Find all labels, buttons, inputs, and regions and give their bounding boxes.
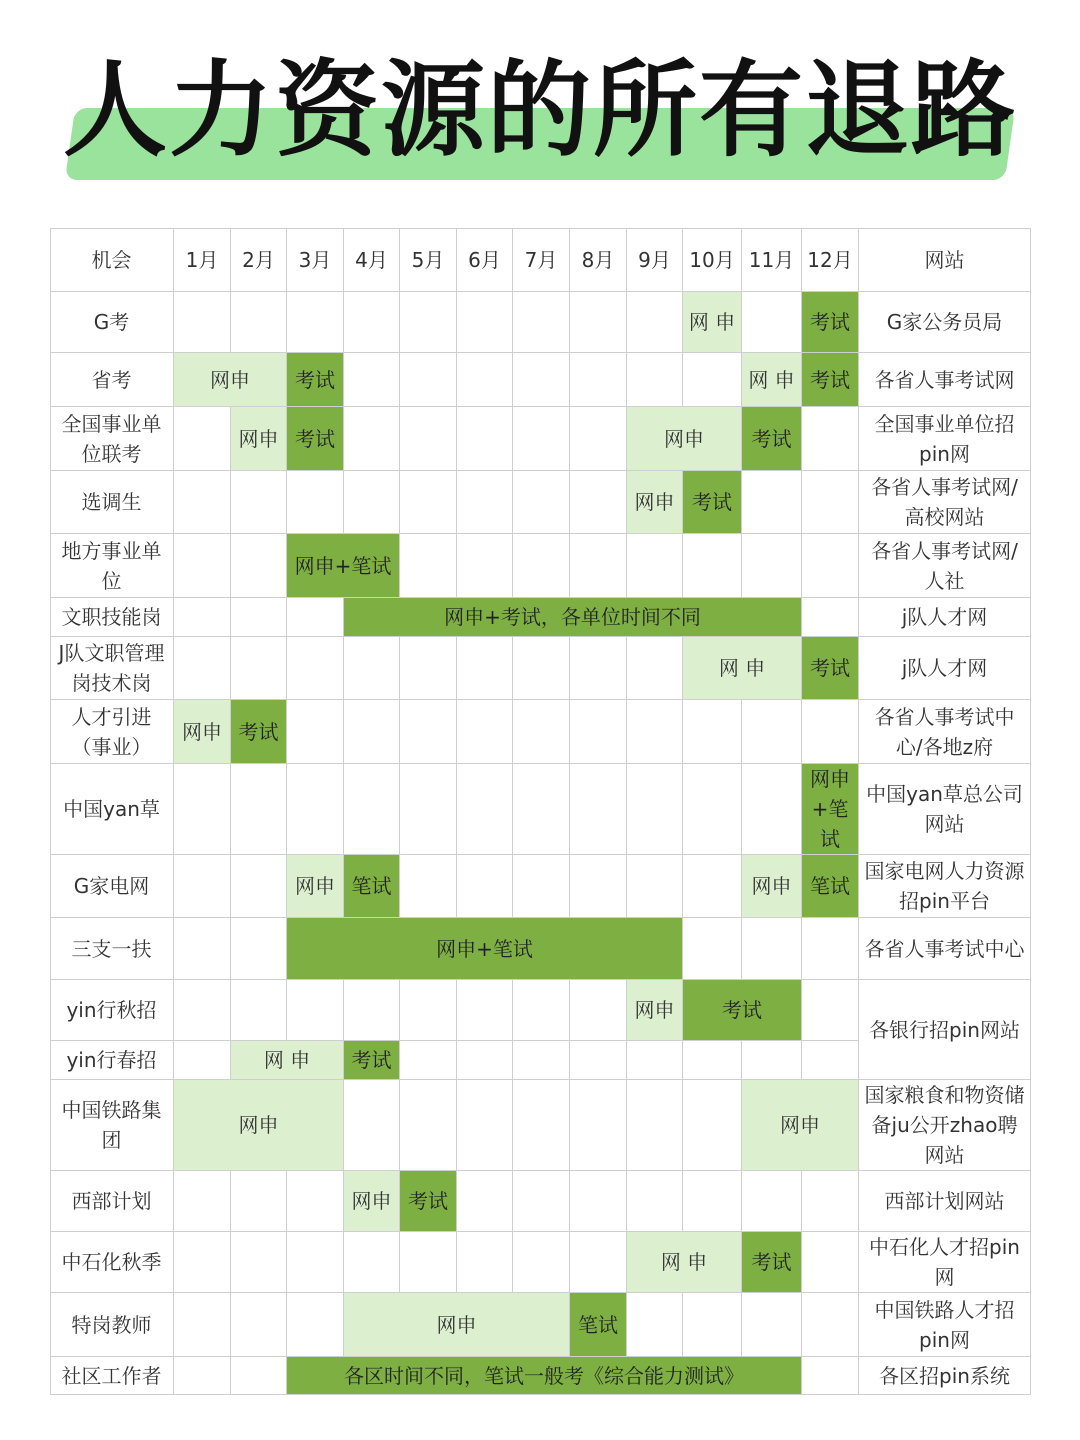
apply-band: 网 申 [683, 292, 742, 353]
empty-cell [627, 1171, 683, 1232]
row-name: J队文职管理岗技术岗 [50, 637, 174, 700]
apply-band: 网 申 [231, 1041, 344, 1080]
empty-cell [627, 855, 683, 918]
row-website: 各省人事考试网/人社 [859, 534, 1031, 598]
empty-cell [231, 292, 287, 353]
empty-cell [344, 353, 400, 407]
row-website: 各省人事考试中心/各地z府 [859, 700, 1031, 764]
empty-cell [344, 700, 400, 764]
exam-band: 考试 [231, 700, 287, 764]
header-month: 8月 [570, 228, 627, 292]
empty-cell [457, 292, 513, 353]
empty-cell [400, 407, 457, 471]
empty-cell [513, 407, 570, 471]
empty-cell [513, 980, 570, 1041]
empty-cell [802, 980, 859, 1041]
empty-cell [802, 534, 859, 598]
empty-cell [400, 353, 457, 407]
empty-cell [513, 1171, 570, 1232]
empty-cell [683, 353, 742, 407]
header-month: 4月 [344, 228, 400, 292]
header-month: 12月 [802, 228, 859, 292]
empty-cell [513, 1041, 570, 1080]
empty-cell [287, 980, 344, 1041]
empty-cell [627, 637, 683, 700]
row-website: 国家粮食和物资储备ju公开zhao聘网站 [859, 1080, 1031, 1171]
row-name: 特岗教师 [50, 1293, 174, 1357]
exam-band: 考试 [683, 980, 802, 1041]
header-month: 1月 [174, 228, 231, 292]
empty-cell [627, 764, 683, 855]
exam-band: 考试 [802, 353, 859, 407]
empty-cell [742, 764, 802, 855]
empty-cell [344, 471, 400, 534]
empty-cell [683, 1080, 742, 1171]
empty-cell [570, 637, 627, 700]
header-month: 7月 [513, 228, 570, 292]
empty-cell [570, 353, 627, 407]
empty-cell [174, 407, 231, 471]
empty-cell [174, 1232, 231, 1293]
exam-band: 考试 [683, 471, 742, 534]
row-name: 社区工作者 [50, 1357, 174, 1395]
empty-cell [231, 637, 287, 700]
empty-cell [513, 1080, 570, 1171]
empty-cell [513, 1232, 570, 1293]
empty-cell [231, 598, 287, 637]
empty-cell [802, 407, 859, 471]
exam-band: 网申+笔试 [287, 534, 400, 598]
exam-band: 考试 [344, 1041, 400, 1080]
exam-band: 考试 [287, 353, 344, 407]
empty-cell [683, 534, 742, 598]
empty-cell [344, 292, 400, 353]
empty-cell [457, 700, 513, 764]
empty-cell [174, 1171, 231, 1232]
empty-cell [627, 1080, 683, 1171]
apply-band: 网申 [742, 855, 802, 918]
empty-cell [570, 471, 627, 534]
empty-cell [742, 1293, 802, 1357]
empty-cell [742, 700, 802, 764]
row-name: 选调生 [50, 471, 174, 534]
row-website: 各区招pin系统 [859, 1357, 1031, 1395]
empty-cell [287, 700, 344, 764]
empty-cell [742, 1041, 802, 1080]
row-name: yin行春招 [50, 1041, 174, 1080]
empty-cell [457, 764, 513, 855]
row-website: 全国事业单位招pin网 [859, 407, 1031, 471]
exam-band: 各区时间不同，笔试一般考《综合能力测试》 [287, 1357, 802, 1395]
empty-cell [570, 1041, 627, 1080]
empty-cell [802, 598, 859, 637]
row-name: 全国事业单位联考 [50, 407, 174, 471]
empty-cell [742, 534, 802, 598]
empty-cell [570, 855, 627, 918]
apply-band: 网申 [627, 407, 742, 471]
empty-cell [627, 1041, 683, 1080]
empty-cell [457, 534, 513, 598]
empty-cell [742, 471, 802, 534]
exam-band: 网申+笔试 [287, 918, 683, 980]
exam-band: 考试 [742, 407, 802, 471]
empty-cell [513, 637, 570, 700]
empty-cell [570, 764, 627, 855]
apply-band: 网申 [627, 471, 683, 534]
empty-cell [742, 918, 802, 980]
row-name: yin行秋招 [50, 980, 174, 1041]
empty-cell [802, 1041, 859, 1080]
exam-band: 笔试 [802, 855, 859, 918]
exam-band: 考试 [287, 407, 344, 471]
empty-cell [683, 1041, 742, 1080]
empty-cell [802, 1171, 859, 1232]
row-name: G考 [50, 292, 174, 353]
apply-band: 网申 [287, 855, 344, 918]
empty-cell [287, 1232, 344, 1293]
empty-cell [570, 292, 627, 353]
empty-cell [802, 1293, 859, 1357]
empty-cell [287, 637, 344, 700]
empty-cell [683, 855, 742, 918]
empty-cell [174, 598, 231, 637]
empty-cell [174, 637, 231, 700]
empty-cell [513, 353, 570, 407]
empty-cell [400, 471, 457, 534]
empty-cell [627, 292, 683, 353]
row-website: 各省人事考试网/高校网站 [859, 471, 1031, 534]
empty-cell [513, 292, 570, 353]
empty-cell [344, 1232, 400, 1293]
header-month: 11月 [742, 228, 802, 292]
empty-cell [570, 980, 627, 1041]
empty-cell [457, 353, 513, 407]
row-name: 西部计划 [50, 1171, 174, 1232]
empty-cell [683, 1171, 742, 1232]
empty-cell [174, 1357, 231, 1395]
row-website: 中国yan草总公司网站 [859, 764, 1031, 855]
empty-cell [570, 1080, 627, 1171]
header-website: 网站 [859, 228, 1031, 292]
empty-cell [344, 980, 400, 1041]
empty-cell [457, 637, 513, 700]
empty-cell [287, 471, 344, 534]
empty-cell [802, 471, 859, 534]
empty-cell [174, 764, 231, 855]
empty-cell [344, 764, 400, 855]
empty-cell [513, 764, 570, 855]
row-name: 中石化秋季 [50, 1232, 174, 1293]
empty-cell [174, 980, 231, 1041]
row-website: G家公务员局 [859, 292, 1031, 353]
empty-cell [231, 471, 287, 534]
empty-cell [174, 292, 231, 353]
empty-cell [457, 1171, 513, 1232]
apply-band: 网申 [174, 353, 287, 407]
empty-cell [287, 764, 344, 855]
empty-cell [570, 700, 627, 764]
empty-cell [231, 918, 287, 980]
apply-band: 网申 [742, 1080, 859, 1171]
header-month: 9月 [627, 228, 683, 292]
row-website: j队人才网 [859, 598, 1031, 637]
row-name: 文职技能岗 [50, 598, 174, 637]
empty-cell [287, 598, 344, 637]
apply-band: 网 申 [627, 1232, 742, 1293]
empty-cell [683, 918, 742, 980]
empty-cell [400, 637, 457, 700]
empty-cell [513, 534, 570, 598]
row-website: 西部计划网站 [859, 1171, 1031, 1232]
empty-cell [344, 1080, 400, 1171]
empty-cell [400, 1232, 457, 1293]
row-name: 三支一扶 [50, 918, 174, 980]
empty-cell [457, 471, 513, 534]
empty-cell [457, 980, 513, 1041]
header-month: 2月 [231, 228, 287, 292]
empty-cell [231, 1293, 287, 1357]
empty-cell [231, 764, 287, 855]
header-opportunity: 机会 [50, 228, 174, 292]
row-website: 国家电网人力资源招pin平台 [859, 855, 1031, 918]
exam-band: 考试 [400, 1171, 457, 1232]
exam-band: 笔试 [570, 1293, 627, 1357]
empty-cell [742, 292, 802, 353]
empty-cell [231, 1357, 287, 1395]
empty-cell [174, 471, 231, 534]
row-name: 省考 [50, 353, 174, 407]
empty-cell [400, 855, 457, 918]
apply-band: 网申 [627, 980, 683, 1041]
empty-cell [627, 1293, 683, 1357]
empty-cell [570, 534, 627, 598]
empty-cell [570, 407, 627, 471]
row-name: 人才引进（事业） [50, 700, 174, 764]
exam-band: 笔试 [344, 855, 400, 918]
empty-cell [400, 1041, 457, 1080]
exam-band: 考试 [802, 637, 859, 700]
empty-cell [683, 700, 742, 764]
row-website: 各省人事考试网 [859, 353, 1031, 407]
empty-cell [344, 637, 400, 700]
empty-cell [174, 1293, 231, 1357]
row-website: j队人才网 [859, 637, 1031, 700]
apply-band: 网申 [231, 407, 287, 471]
empty-cell [457, 1080, 513, 1171]
empty-cell [174, 855, 231, 918]
empty-cell [174, 918, 231, 980]
apply-band: 网申 [174, 700, 231, 764]
empty-cell [231, 1232, 287, 1293]
empty-cell [627, 700, 683, 764]
empty-cell [457, 855, 513, 918]
exam-band: 网申+考试，各单位时间不同 [344, 598, 802, 637]
empty-cell [287, 1171, 344, 1232]
empty-cell [683, 764, 742, 855]
empty-cell [287, 292, 344, 353]
empty-cell [174, 534, 231, 598]
empty-cell [400, 534, 457, 598]
row-name: G家电网 [50, 855, 174, 918]
empty-cell [400, 1080, 457, 1171]
empty-cell [287, 1293, 344, 1357]
empty-cell [231, 980, 287, 1041]
header-month: 5月 [400, 228, 457, 292]
empty-cell [457, 1232, 513, 1293]
apply-band: 网申 [174, 1080, 344, 1171]
empty-cell [400, 292, 457, 353]
empty-cell [802, 1232, 859, 1293]
row-name: 中国yan草 [50, 764, 174, 855]
header-month: 10月 [683, 228, 742, 292]
header-month: 6月 [457, 228, 513, 292]
exam-band: 网申+笔试 [802, 764, 859, 855]
apply-band: 网 申 [683, 637, 802, 700]
row-website: 中国铁路人才招pin网 [859, 1293, 1031, 1357]
header-month: 3月 [287, 228, 344, 292]
empty-cell [231, 1171, 287, 1232]
empty-cell [513, 855, 570, 918]
empty-cell [627, 534, 683, 598]
exam-band: 考试 [742, 1232, 802, 1293]
empty-cell [802, 918, 859, 980]
row-name: 中国铁路集团 [50, 1080, 174, 1171]
empty-cell [802, 1357, 859, 1395]
empty-cell [513, 700, 570, 764]
empty-cell [457, 407, 513, 471]
empty-cell [174, 1041, 231, 1080]
empty-cell [513, 471, 570, 534]
row-website: 各银行招pin网站 [859, 980, 1031, 1080]
empty-cell [400, 700, 457, 764]
apply-band: 网 申 [742, 353, 802, 407]
row-name: 地方事业单位 [50, 534, 174, 598]
empty-cell [231, 855, 287, 918]
empty-cell [802, 700, 859, 764]
empty-cell [344, 407, 400, 471]
row-website: 各省人事考试中心 [859, 918, 1031, 980]
empty-cell [570, 1171, 627, 1232]
empty-cell [400, 980, 457, 1041]
empty-cell [457, 1041, 513, 1080]
empty-cell [400, 764, 457, 855]
empty-cell [742, 1171, 802, 1232]
page-title: 人力资源的所有退路 [62, 49, 1017, 171]
row-website: 中石化人才招pin网 [859, 1232, 1031, 1293]
empty-cell [570, 1232, 627, 1293]
empty-cell [627, 353, 683, 407]
apply-band: 网申 [344, 1171, 400, 1232]
apply-band: 网申 [344, 1293, 570, 1357]
exam-band: 考试 [802, 292, 859, 353]
empty-cell [683, 1293, 742, 1357]
empty-cell [231, 534, 287, 598]
